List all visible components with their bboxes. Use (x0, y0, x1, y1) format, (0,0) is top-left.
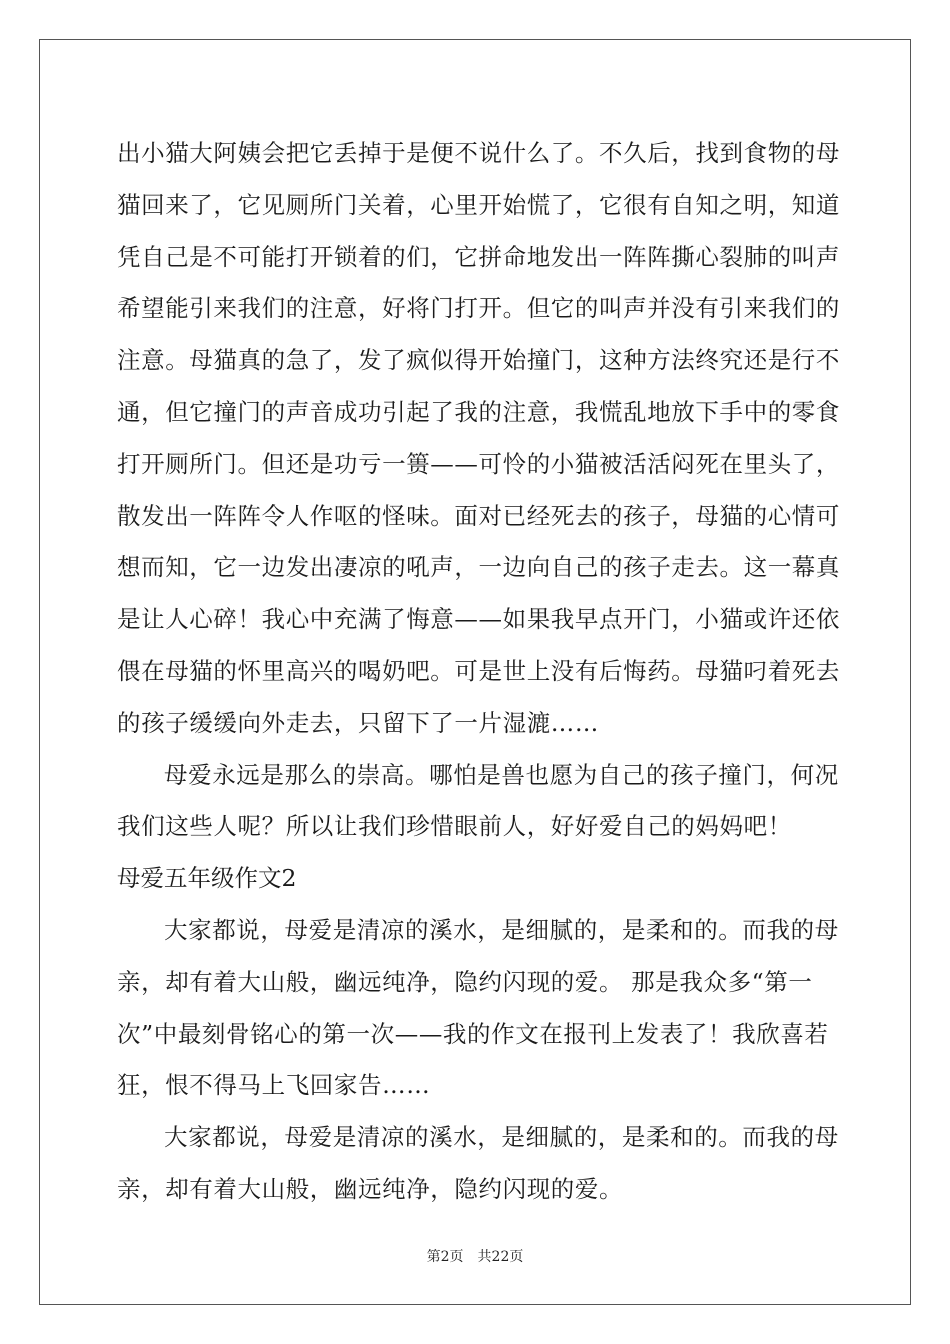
text-line: 狂，恨不得马上飞回家告…… (117, 1071, 431, 1100)
text-line: 希望能引来我们的注意，好将门打开。但它的叫声并没有引来我们的 (117, 294, 840, 323)
section-heading (117, 853, 833, 905)
text-line: 我们这些人呢？所以让我们珍惜眼前人，好好爱自己的妈妈吧！ (117, 812, 792, 841)
paragraph-2 (117, 750, 839, 854)
page-footer (0, 1246, 950, 1266)
text-line: 亲，却有着大山般，幽远纯净，隐约闪现的爱。 那是我众多“第一 (117, 967, 813, 996)
text-line: 大家都说，母爱是清凉的溪水，是细腻的，是柔和的。而我的母 (164, 1123, 839, 1152)
page-total: 共22页 (477, 1249, 524, 1265)
text-line: 次”中最刻骨铭心的第一次——我的作文在报刊上发表了！我欣喜若 (117, 1019, 829, 1048)
document-body (117, 128, 840, 1216)
text-line: 的孩子缓缓向外走去，只留下了一片湿漉…… (117, 708, 599, 737)
heading-text: 母爱五年级作文2 (117, 864, 297, 893)
text-line: 是让人心碎！我心中充满了悔意——如果我早点开门，小猫或许还依 (117, 605, 840, 634)
text-line: 凭自己是不可能打开锁着的们，它拼命地发出一阵阵撕心裂肺的叫声 (117, 242, 840, 271)
text-line: 亲，却有着大山般，幽远纯净，隐约闪现的爱。 (117, 1174, 624, 1203)
text-line: 出小猫大阿姨会把它丢掉于是便不说什么了。不久后，找到食物的母 (117, 139, 840, 167)
text-line: 偎在母猫的怀里高兴的喝奶吧。可是世上没有后悔药。母猫叼着死去 (117, 656, 840, 685)
text-line: 大家都说，母爱是清凉的溪水，是细腻的，是柔和的。而我的母 (164, 915, 839, 944)
text-line: 打开厕所门。但还是功亏一篑——可怜的小猫被活活闷死在里头了， (117, 449, 840, 478)
paragraph-3 (117, 905, 839, 1112)
paragraph-4 (117, 1112, 839, 1216)
text-line: 母爱永远是那么的崇高。哪怕是兽也愿为自己的孩子撞门，何况 (164, 760, 839, 789)
text-line: 注意。母猫真的急了，发了疯似得开始撞门，这种方法终究还是行不 (117, 346, 840, 375)
text-line: 通，但它撞门的声音成功引起了我的注意，我慌乱地放下手中的零食 (117, 397, 840, 426)
page-number: 第2页 (426, 1249, 464, 1265)
text-line: 散发出一阵阵令人作呕的怪味。面对已经死去的孩子，母猫的心情可 (117, 501, 840, 530)
text-line: 想而知，它一边发出凄凉的吼声，一边向自己的孩子走去。这一幕真 (117, 553, 840, 582)
paragraph-1 (117, 128, 840, 750)
text-line: 猫回来了，它见厕所门关着，心里开始慌了，它很有自知之明，知道 (117, 190, 840, 219)
